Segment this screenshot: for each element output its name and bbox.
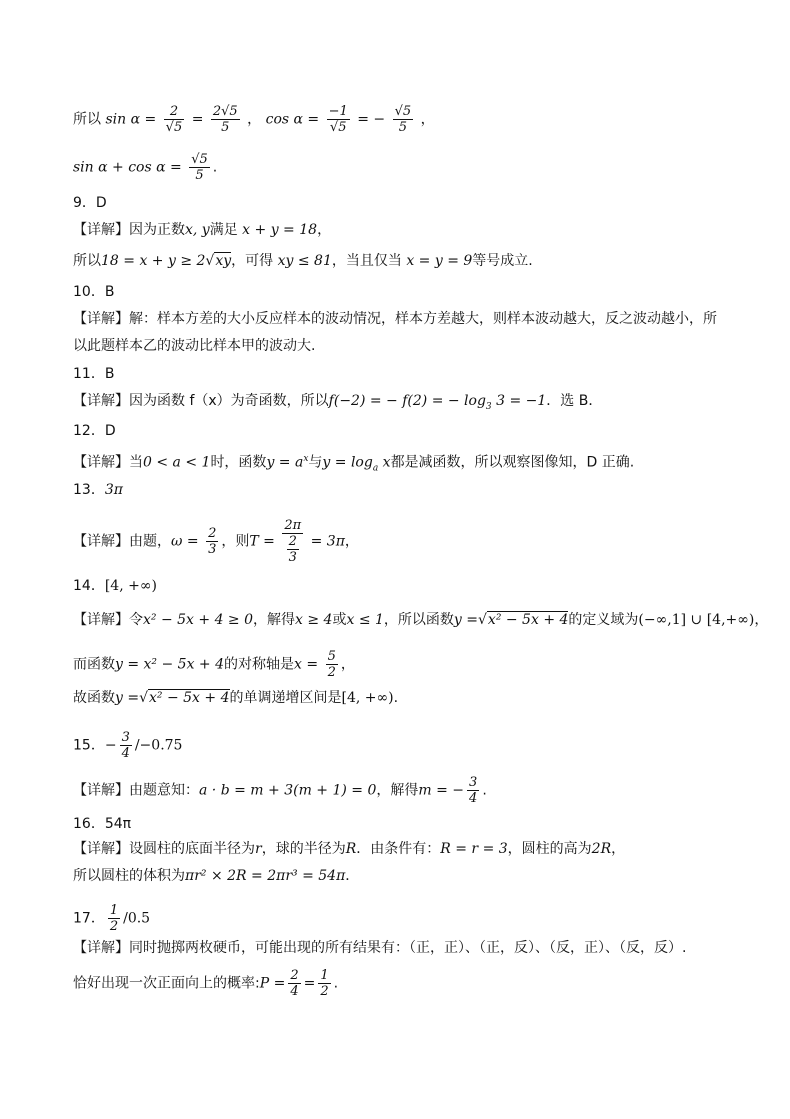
sum-line: sin α + cos α = $\frac{√5}{5}$ . [73,152,218,183]
detail-17b: 恰好出现一次正面向上的概率:P = $\frac{2}{4}$ = $\frac{1}{2}$ . [73,968,339,999]
detail-15: 【详解】由题意知：a · b = m + 3(m + 1) = 0，解得m = − $\frac{3}{4}$ . [73,775,487,806]
sin-cos-line: 所以 sin α = $\frac{2}{√5}$ = $\frac{2√5}{5}$ ， cos α = $\frac{-1}{√5}$ = − $\frac{√5}{5}$ ， [73,104,435,135]
detail-9b: 所以18 = x + y ≥ 2√xy，可得 xy ≤ 81，当且仅当 x = y = 9等号成立. [73,253,533,269]
fraction: $\frac{2}{3}$ [208,526,217,557]
fraction: $\frac{2√5}{5}$ [212,104,238,135]
math: sin α = [105,111,157,128]
detail-17a: 【详解】同时抛掷两枚硬币，可能出现的所有结果有：（正，正）、（正，反）、（反，正）、（反，反）. [73,940,687,956]
compound-fraction: $\frac{2\pi}{\frac{2}{3}}$ [284,518,302,565]
detail-10b: 以此题样本乙的波动比样本甲的波动大. [73,338,316,354]
detail-11: 【详解】因为函数 f（x）为奇函数，所以f(−2) = − f(2) = − $\log_3 3 = -1$．选 B． [73,393,603,412]
detail-14b: 而函数y = x² − 5x + 4的对称轴是x = $\frac{5}{2}$ ， [73,649,355,680]
answer-11: 11．B [73,366,115,382]
answer-10: 10．B [73,284,115,300]
answer-14: 14．[4, +∞) [73,578,157,594]
fraction: $\frac{1}{2}$ [109,903,119,934]
detail-14a: 【详解】令x² − 5x + 4 ≥ 0，解得x ≥ 4或x ≤ 1，所以函数y =√x² − 5x + 4的定义域为(−∞,1] ∪ [4,+∞)， [73,612,769,628]
fraction: $\frac{3}{4}$ [121,730,130,761]
text: 所以 [73,111,101,128]
answer-9: 9．D [73,195,107,211]
answer-15: 15．− $\frac{3}{4}$ /−0.75 [73,730,183,761]
detail-16a: 【详解】设圆柱的底面半径为r，球的半径为R．由条件有：R = r = 3，圆柱的高为2R， [73,841,626,857]
answer-17: 17． $\frac{1}{2}$ /0.5 [73,903,151,934]
fraction: $\frac{2}{√5}$ [165,104,183,135]
fraction: $\frac{1}{2}$ [320,968,329,999]
answer-16: 16．54π [73,816,132,832]
detail-12: 【详解】当0 < a < 1时，函数$y = a^x$与$y = \log_a x$都是减函数，所以观察图像知，D 正确. [73,454,635,474]
fraction: $\frac{√5}{5}$ [191,152,208,183]
fraction: $\frac{-1}{√5}$ [328,104,348,135]
fraction: $\frac{√5}{5}$ [394,104,412,135]
detail-9a: 【详解】因为正数x, y满足 x + y = 18， [73,222,332,238]
answer-12: 12．D [73,423,116,439]
detail-16b: 所以圆柱的体积为πr² × 2R = 2πr³ = 54π． [73,868,360,884]
fraction: $\frac{5}{2}$ [327,649,336,680]
detail-10a: 【详解】解：样本方差的大小反应样本的波动情况，样本方差越大，则样本波动越大，反之波动越小，所 [73,311,717,327]
fraction: $\frac{3}{4}$ [469,775,478,806]
answer-13: 13．3π [73,482,123,498]
fraction: $\frac{2}{4}$ [290,968,299,999]
detail-13: 【详解】由题，ω = $\frac{2}{3}$ ，则T = $\frac{2\pi}{\frac{2}{3}}$ = 3π， [73,518,359,565]
detail-14c: 故函数y =√x² − 5x + 4的单调递增区间是[4, +∞). [73,690,399,706]
